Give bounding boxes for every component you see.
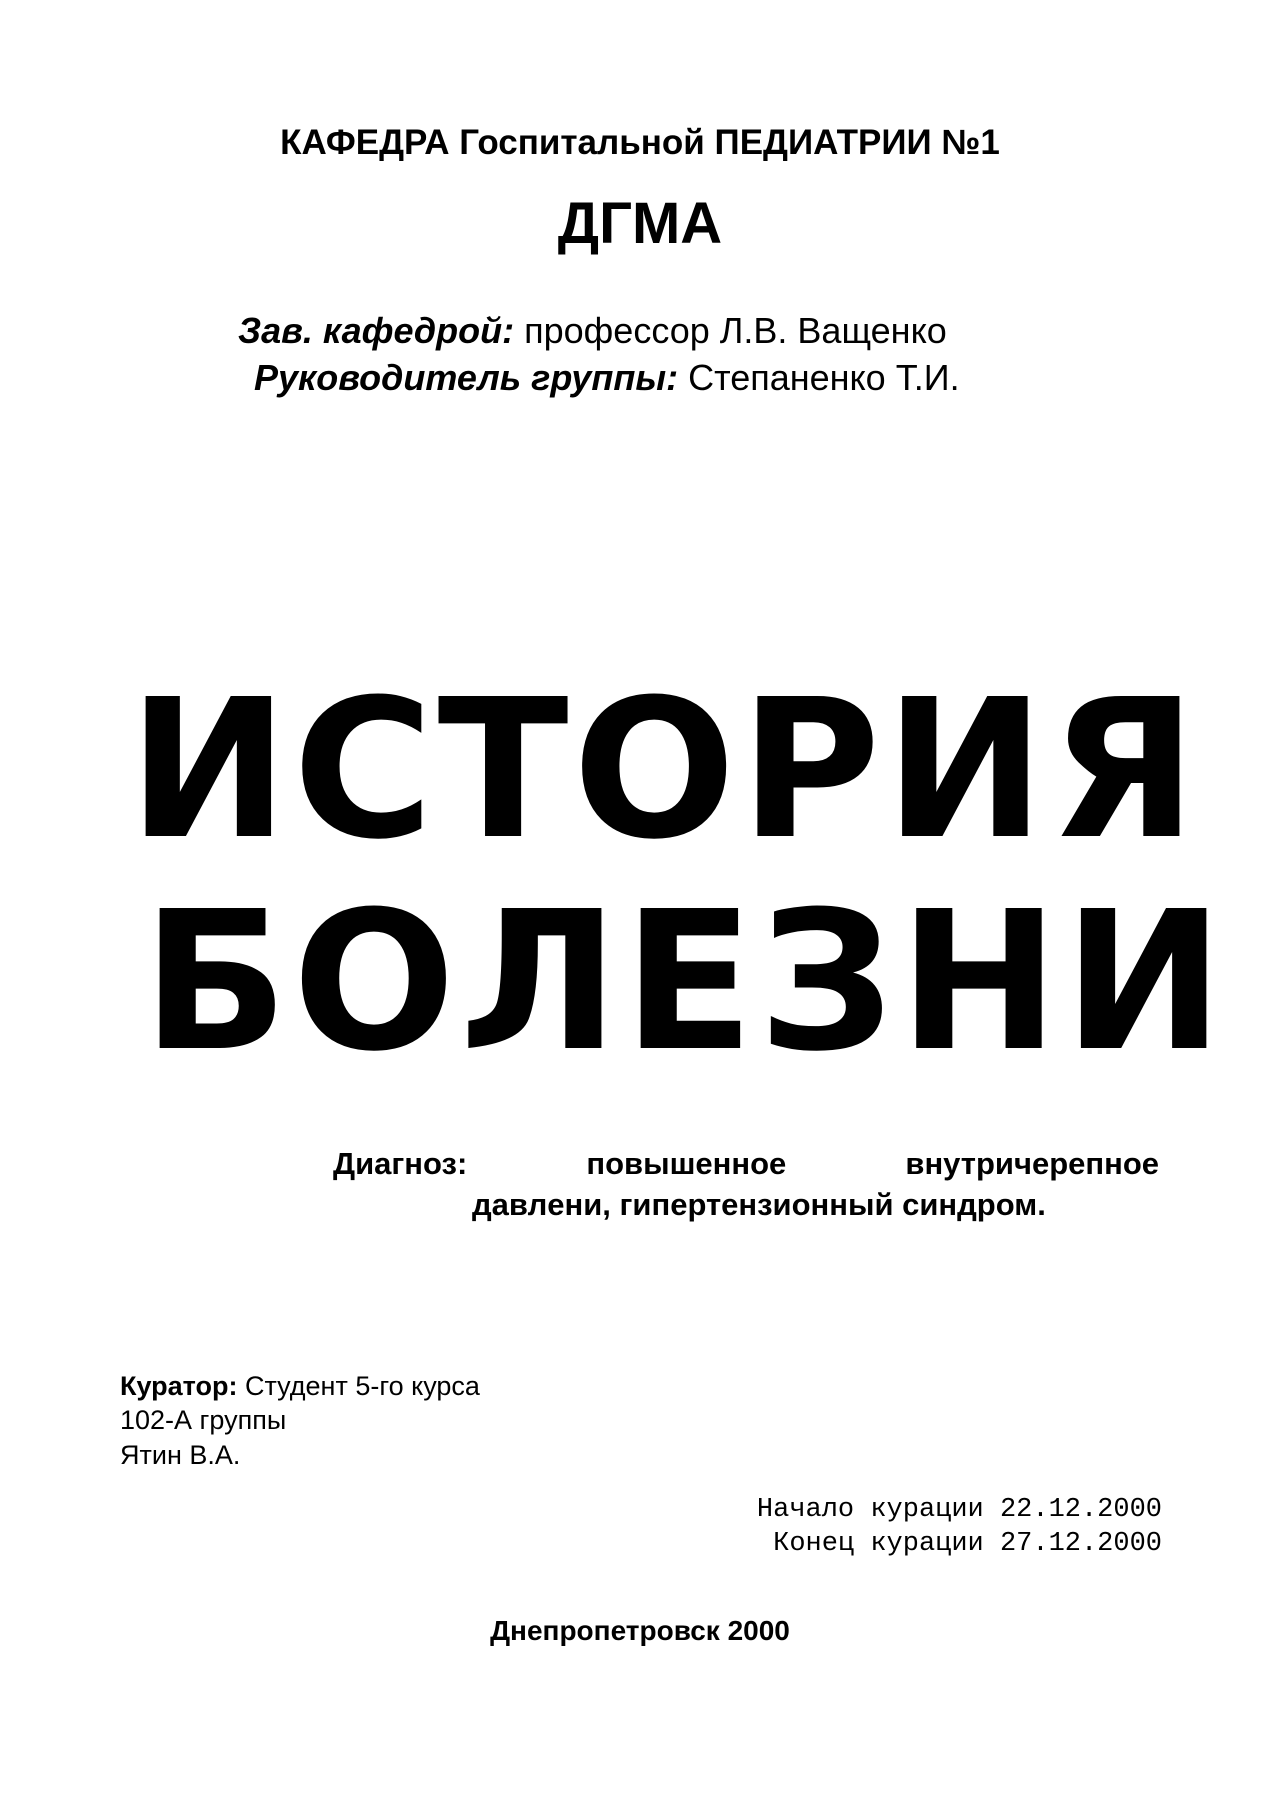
title-line-1: ИСТОРИЯ (128, 659, 1202, 882)
head-value: профессор Л.В. Ващенко (514, 310, 947, 351)
department-heading: КАФЕДРА Госпитальной ПЕДИАТРИИ №1 (280, 123, 1000, 162)
curator-label: Куратор: (120, 1371, 238, 1401)
curator-name: Ятин В.А. (120, 1440, 241, 1470)
diagnosis-line-2: давлeни, гипертензионный синдром. (472, 1187, 1046, 1222)
institution-name: ДГМА (557, 191, 723, 256)
city-year: Днепропетровск 2000 (490, 1615, 790, 1646)
curator-line-1 (120, 1371, 480, 1402)
group-leader (254, 357, 960, 399)
curation-end-date: Конец курации 27.12.2000 (773, 1529, 1162, 1559)
head-of-department (238, 310, 947, 352)
leader-value: Степаненко Т.И. (678, 357, 960, 398)
curator-group: 102-А группы (120, 1405, 287, 1435)
head-label: Зав. кафедрой: (238, 310, 515, 351)
leader-label: Руководитель группы: (254, 357, 679, 398)
title-line-2: БОЛЕЗНИ (142, 871, 1228, 1094)
curator-course: Студент 5-го курса (237, 1371, 480, 1401)
curation-start-date: Начало курации 22.12.2000 (756, 1495, 1162, 1525)
diagnosis-line-1: Диагноз: повышенное внутричерепное (333, 1146, 1159, 1181)
